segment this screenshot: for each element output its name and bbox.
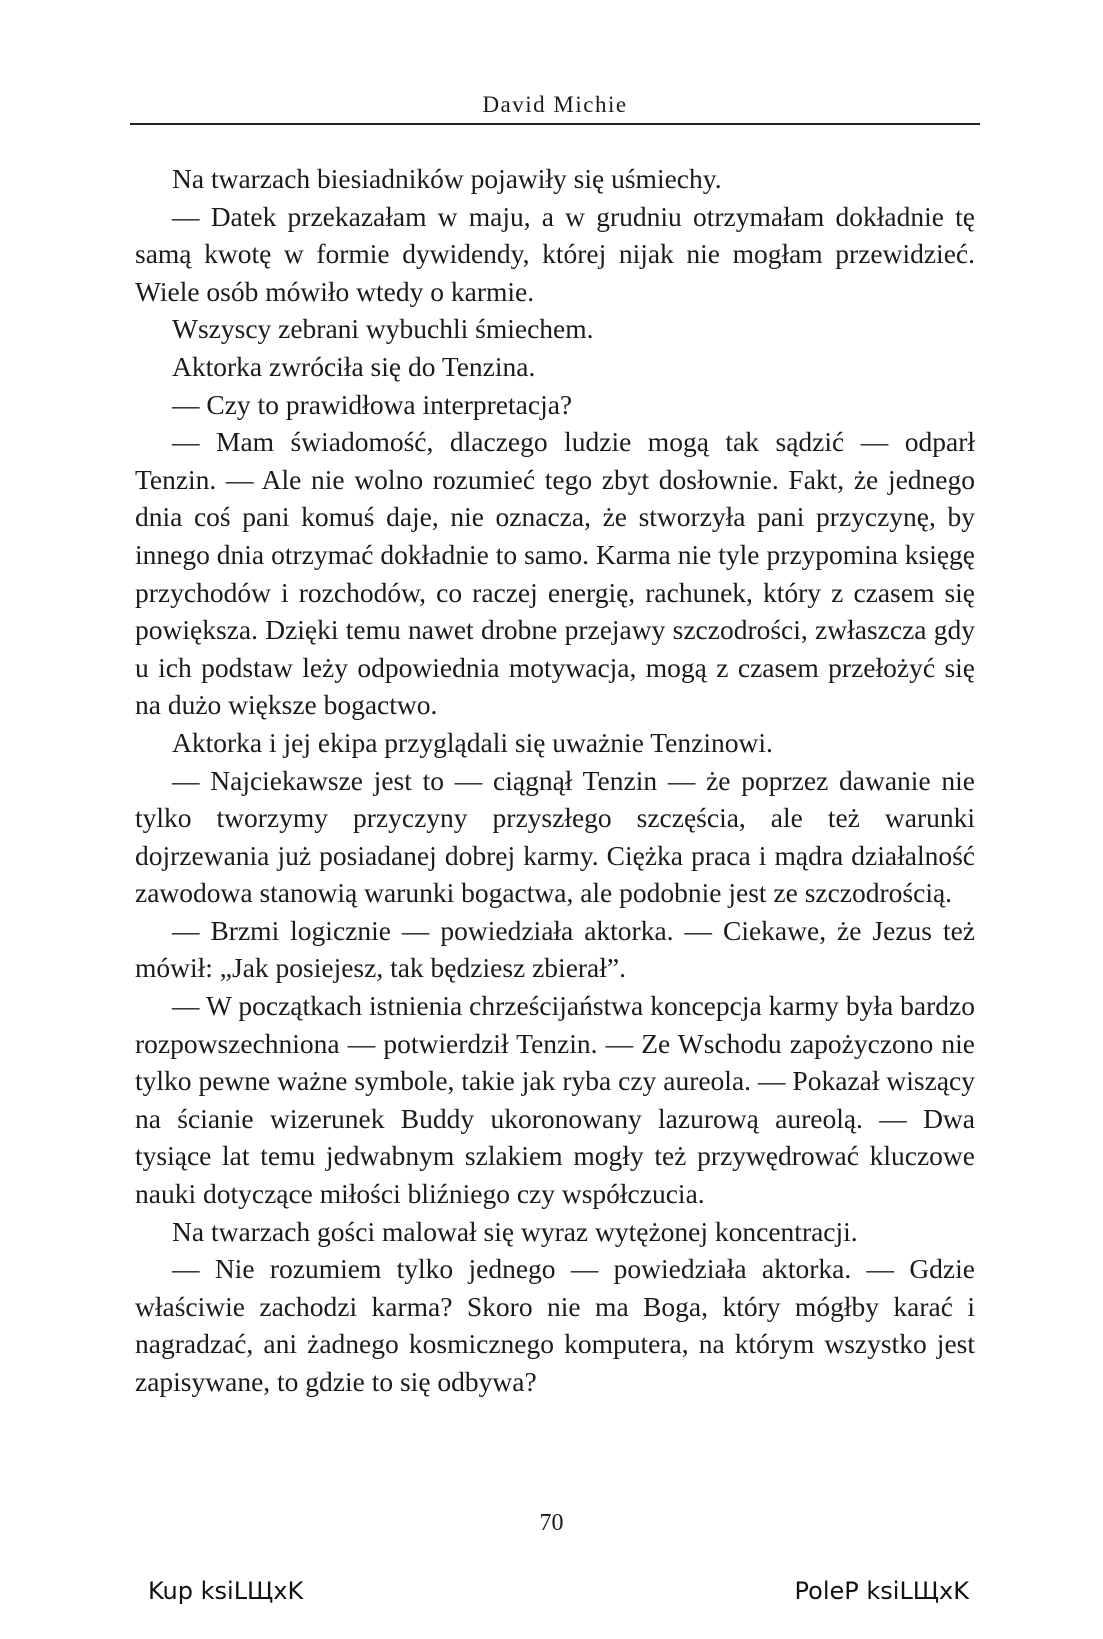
paragraph: — Najciekawsze jest to — ciągnął Tenzin — że poprzez dawanie nie tylko tworzymy przyczyny przyszłego szczęścia, ale też warunki dojrzewania już posiadanej dobrej karmy. Ciężka praca i mądra działalność zawodowa stanowią warunki bogactwa, ale podobnie jest ze szczodrością.	[135, 764, 975, 909]
running-head-author: David Michie	[482, 92, 628, 117]
page-number: 70	[539, 1510, 564, 1536]
paragraph: — W początkach istnienia chrześcijaństwa koncepcja karmy była bardzo rozpowszechniona — potwierdził Tenzin. — Ze Wschodu zapożyczono nie tylko pewne ważne symbole, takie jak ryba czy aureola. — Pokazał wiszący na ścianie wizerunek Buddy ukoronowany lazurową aureolą. — Dwa tysiące lat temu jedwabnym szlakiem mogły też przywędrować kluczowe nauki dotyczące miłości bliźniego czy współczucia.	[135, 990, 975, 1210]
recommend-book-link[interactable]: PoleP ksiLЩxK	[794, 1577, 969, 1605]
paragraph: Na twarzach biesiadników pojawiły się uśmiechy.	[172, 163, 722, 194]
paragraph: — Brzmi logicznie — powiedziała aktorka. — Ciekawe, że Jezus też mówił: „Jak posiejesz, tak będziesz zbierał”.	[135, 914, 975, 984]
body-text	[135, 160, 975, 1401]
paragraph: Wszyscy zebrani wybuchli śmiechem.	[172, 313, 594, 345]
paragraph: Aktorka zwróciła się do Tenzina.	[172, 350, 536, 382]
paragraph: Na twarzach gości malował się wyraz wytężonej koncentracji.	[172, 1215, 858, 1247]
paragraph: — Mam świadomość, dlaczego ludzie mogą tak sądzić — odparł Tenzin. — Ale nie wolno rozumieć tego zbyt dosłownie. Fakt, że jednego dnia coś pani komuś daje, nie oznacza, że stworzyła pani przyczynę, by innego dnia otrzymać dokładnie to samo. Karma nie tyle przypomina księgę przychodów i rozchodów, co raczej energię, rachunek, który z czasem się powiększa. Dzięki temu nawet drobne przejawy szczodrości, zwłaszcza gdy u ich podstaw leży odpowiednia motywacja, mogą z czasem przełożyć się na dużo większe bogactwo.	[135, 426, 975, 721]
paragraph: — Czy to prawidłowa interpretacja?	[172, 388, 573, 420]
buy-book-link[interactable]: Kup ksiLЩxK	[148, 1577, 304, 1605]
paragraph: — Nie rozumiem tylko jednego — powiedziała aktorka. — Gdzie właściwie zachodzi karma? Skoro nie ma Boga, który mógłby karać i nagradzać, ani żadnego kosmicznego komputera, na którym wszystko jest zapisywane, to gdzie to się odbywa?	[135, 1253, 975, 1397]
paragraph: Aktorka i jej ekipa przyglądali się uważnie Tenzinowi.	[172, 726, 773, 758]
header-rule	[130, 123, 980, 125]
paragraph: — Datek przekazałam w maju, a w grudniu otrzymałam dokładnie tę samą kwotę w formie dywidendy, której nijak nie mogłam przewidzieć. Wiele osób mówiło wtedy o karmie.	[135, 200, 975, 307]
